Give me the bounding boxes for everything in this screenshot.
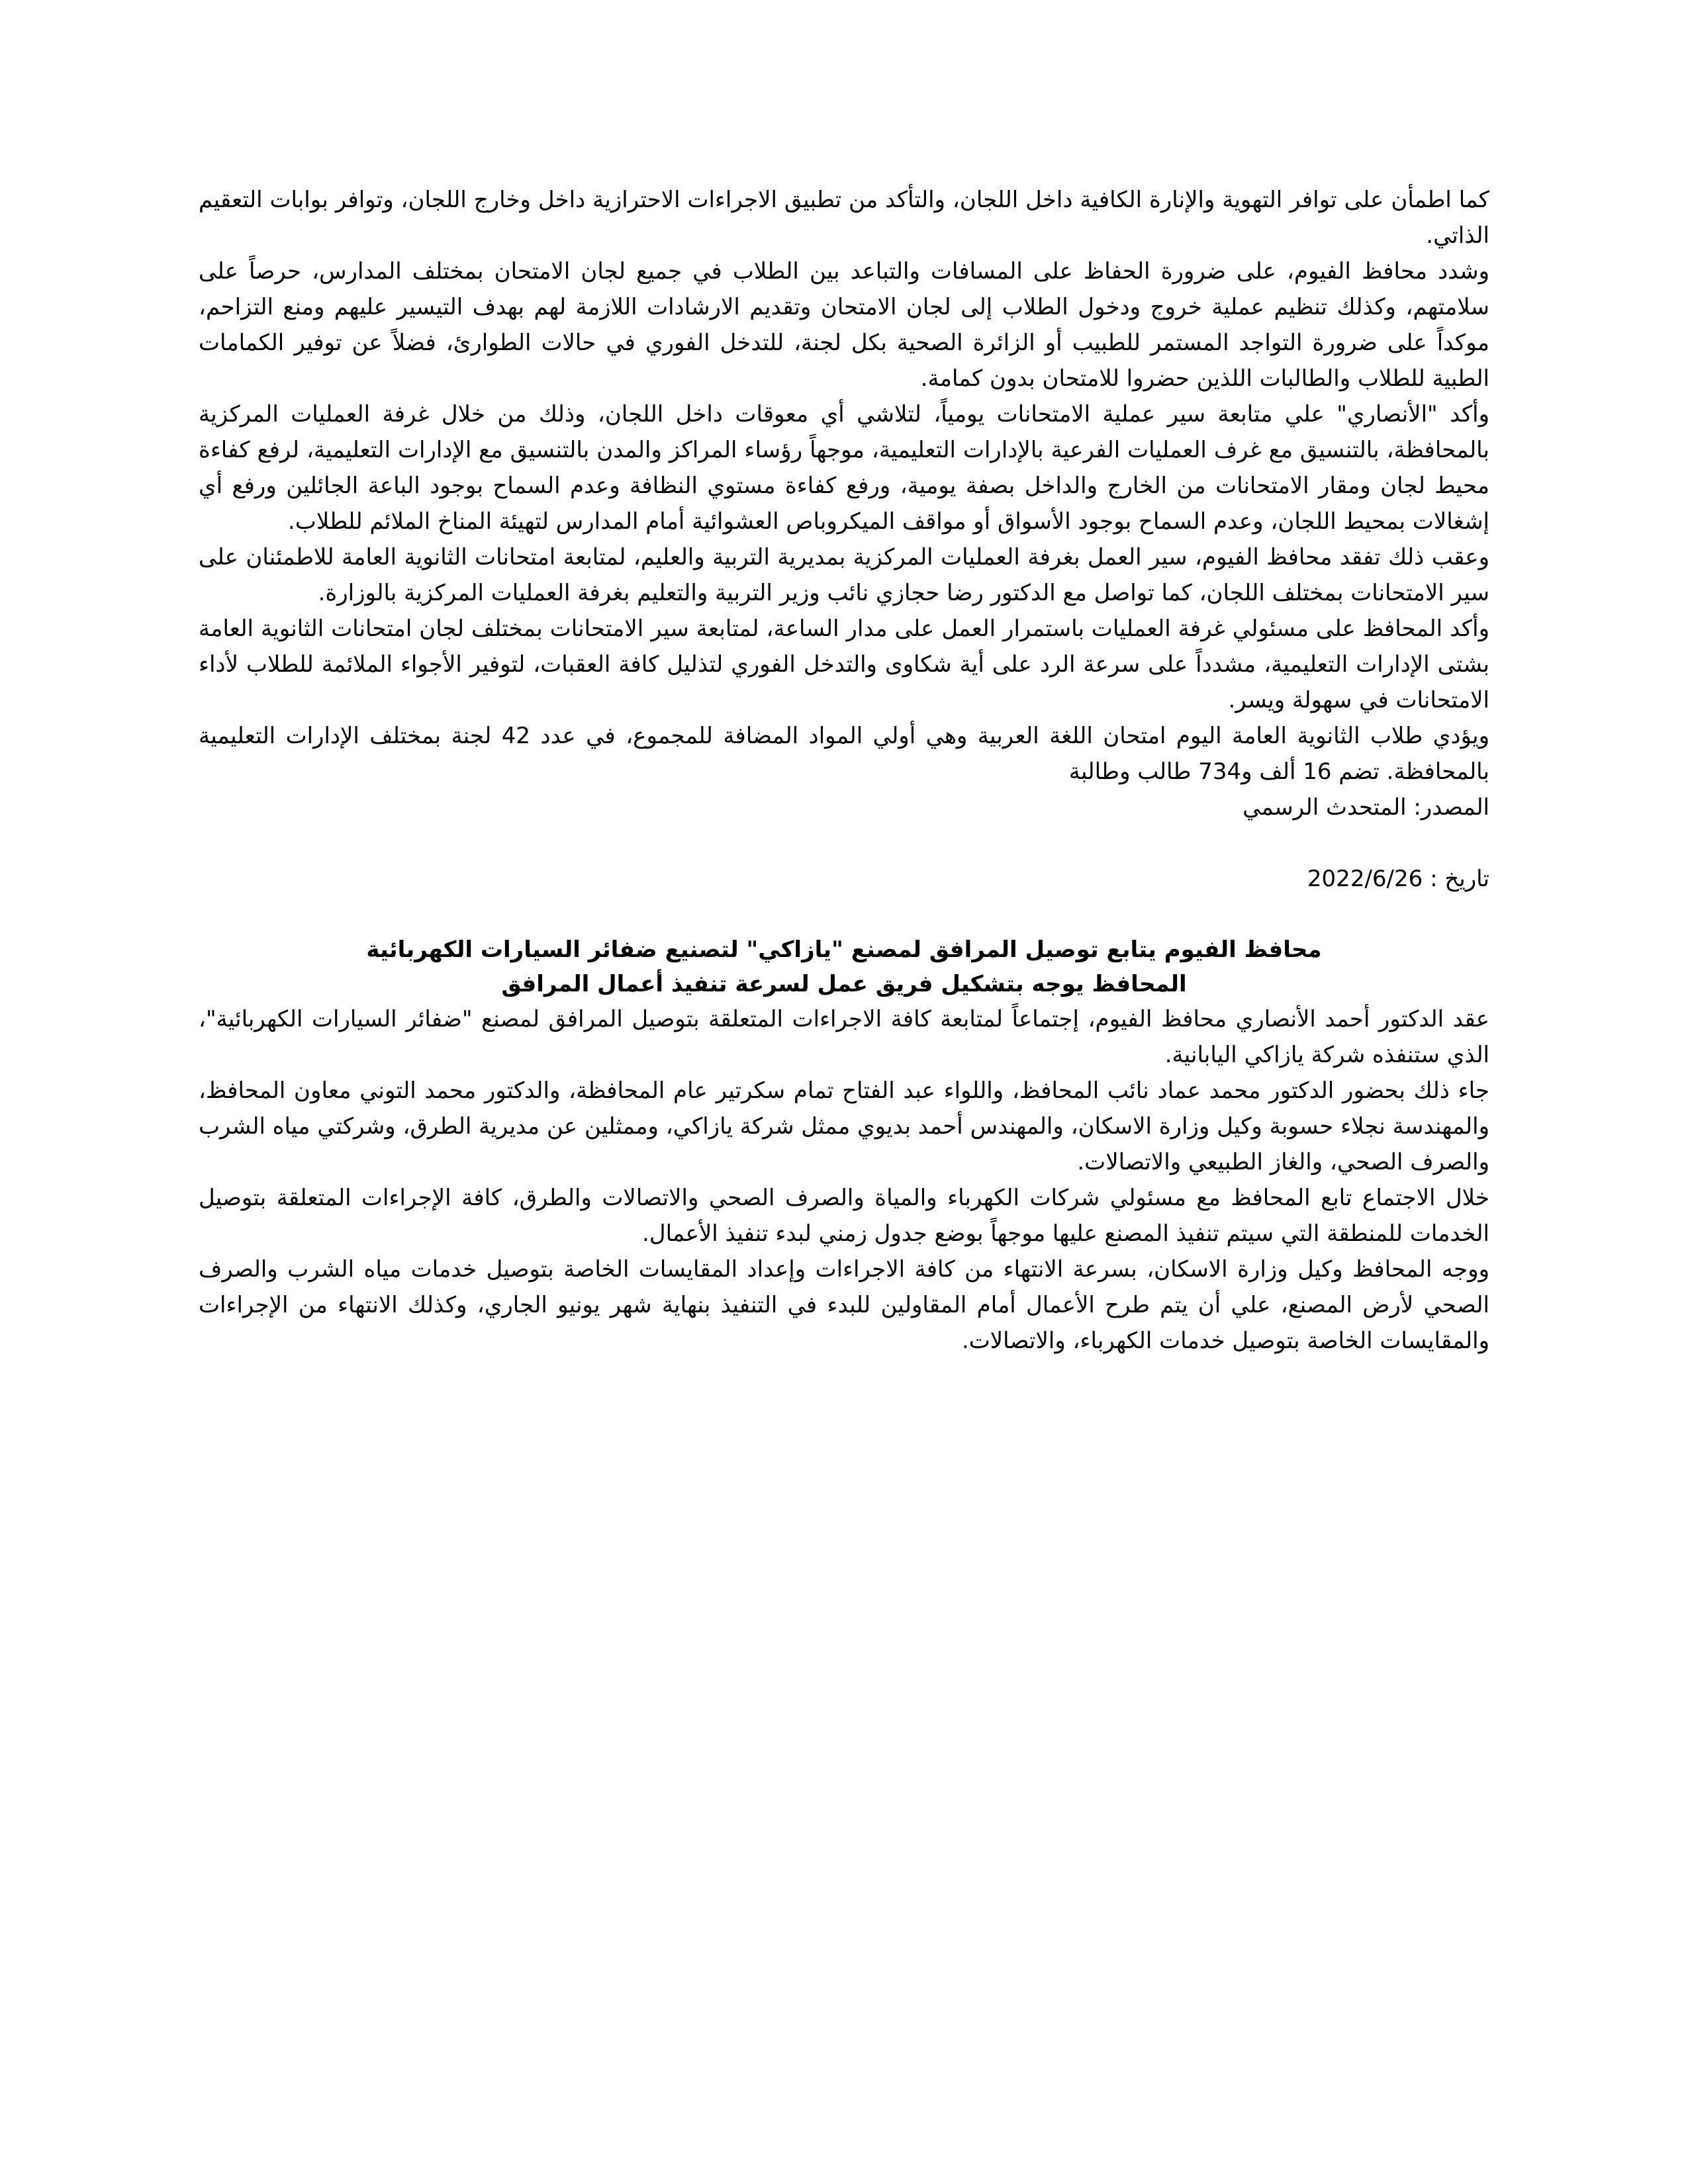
article-yazaki-factory [199,933,1489,1359]
paragraph-arabic-exam: ويؤدي طلاب الثانوية العامة اليوم امتحان اللغة العربية وهي أولي المواد المضافة للمجموع، في عدد 42 لجنة بمختلف الإدارات التعليمية بالمحافظة. تضم 16 ألف و734 طالب وطالبة [199,723,1489,785]
document-body [199,182,1489,1359]
date-line [199,861,1489,897]
spacer [199,825,1489,861]
date-label: تاريخ : [1430,866,1489,892]
paragraph-meeting: عقد الدكتور أحمد الأنصاري محافظ الفيوم، إجتماعاً لمتابعة كافة الاجراءات المتعلقة بتوصيل المرافق لمصنع "ضفائر السيارات الكهربائية"، الذي ستنفذه شركة يازاكي اليابانية. [199,1006,1489,1068]
paragraph-operations-room: وأكد "الأنصاري" علي متابعة سير عملية الامتحانات يومياً، لتلاشي أي معوقات داخل اللجان، وذلك من خلال غرفة العمليات المركزية بالمحافظة، بالتنسيق مع غرف العمليات الفرعية بالإدارات التعليمية، موجهاً رؤساء المراكز والمدن بالتنسيق مع الإدارات التعليمية، لرفع كفاءة محيط لجان ومقار الامتحانات من الخارج والداخل بصفة يومية، ورفع كفاءة مستوي النظافة وعدم السماح بوجود الباعة الجائلين ورفع أي إشغالات بمحيط اللجان، وعدم السماح بوجود الأسواق أو مواقف الميكروباص العشوائية أمام المدارس لتهيئة المناخ الملائم للطلاب. [199,401,1489,535]
paragraph-distancing: وشدد محافظ الفيوم، على ضرورة الحفاظ على المسافات والتباعد بين الطلاب في جميع لجان الامتحان بمختلف المدارس، حرصاً على سلامتهم، وكذلك تنظيم عملية خروج ودخول الطلاب إلى لجان الامتحان وتقديم الارشادات اللازمة لهم بهدف التيسير عليهم ومنع التزاحم، موكداً على ضرورة التواجد المستمر للطبيب أو الزائرة الصحية بكل لجنة، للتدخل الفوري في حالات الطوارئ، فضلاً عن توفير الكمامات الطبية للطلاب والطالبات اللذين حضروا للامتحان بدون كمامة. [199,258,1489,392]
headline-sub: المحافظ يوجه بتشكيل فريق عمل لسرعة تنفيذ أعمال المرافق [501,971,1187,997]
date-value: 2022/6/26 [1307,866,1423,892]
paragraph-complaints: وأكد المحافظ على مسئولي غرفة العمليات باستمرار العمل على مدار الساعة، لمتابعة سير الامتحانات بمختلف لجان امتحانات الثانوية العامة بشتى الإدارات التعليمية، مشدداً على سرعة الرد على أية شكاوى والتدخل الفوري لتذليل كافة العقبات، لتوفير الأجواء الملائمة للطلاب لأداء الامتحانات في سهولة ويسر. [199,615,1489,713]
paragraph-housing: ووجه المحافظ وكيل وزارة الاسكان، بسرعة الانتهاء من كافة الاجراءات وإعداد المقايسات الخاصة بتوصيل خدمات مياه الشرب والصرف الصحي لأرض المصنع، علي أن يتم طرح الأعمال أمام المقاولين للبدء في التنفيذ بنهاية شهر يونيو الجاري، وكذلك الانتهاء من الإجراءات والمقايسات الخاصة بتوصيل خدمات الكهرباء، والاتصالات. [199,1256,1489,1354]
paragraph-ventilation: كما اطمأن على توافر التهوية والإنارة الكافية داخل اللجان، والتأكد من تطبيق الاجراءات الاحترازية داخل وخارج اللجان، وتوافر بوابات التعقيم الذاتي. [199,187,1489,249]
source-line: المصدر: المتحدث الرسمي [1243,794,1489,821]
paragraph-attendees: جاء ذلك بحضور الدكتور محمد عماد نائب المحافظ، واللواء عبد الفتاح تمام سكرتير عام المحافظة، والدكتور محمد التوني معاون المحافظ، والمهندسة نجلاء حسوبة وكيل وزارة الاسكان، والمهندس أحمد بديوي ممثل شركة يازاكي، وممثلين عن مديرية الطرق، وشركتي مياه الشرب والصرف الصحي، والغاز الطبيعي والاتصالات. [199,1077,1489,1175]
article-exam-followup [199,182,1489,825]
paragraph-inspection: وعقب ذلك تفقد محافظ الفيوم، سير العمل بغرفة العمليات المركزية بمديرية التربية والعليم، لمتابعة امتحانات الثانوية العامة للاطمئنان على سير الامتحانات بمختلف اللجان، كما تواصل مع الدكتور رضا حجازي نائب وزير التربية والتعليم بغرفة العمليات المركزية بالوزارة. [199,544,1489,606]
headline-main: محافظ الفيوم يتابع توصيل المرافق لمصنع "يازاكي" لتصنيع ضفائر السيارات الكهربائية [366,936,1322,963]
spacer [199,897,1489,933]
paragraph-utilities: خلال الاجتماع تابع المحافظ مع مسئولي شركات الكهرباء والمياة والصرف الصحي والاتصالات والطرق، كافة الإجراءات المتعلقة بتوصيل الخدمات للمنطقة التي سيتم تنفيذ المصنع عليها موجهاً بوضع جدول زمني لبدء تنفيذ الأعمال. [199,1185,1489,1247]
